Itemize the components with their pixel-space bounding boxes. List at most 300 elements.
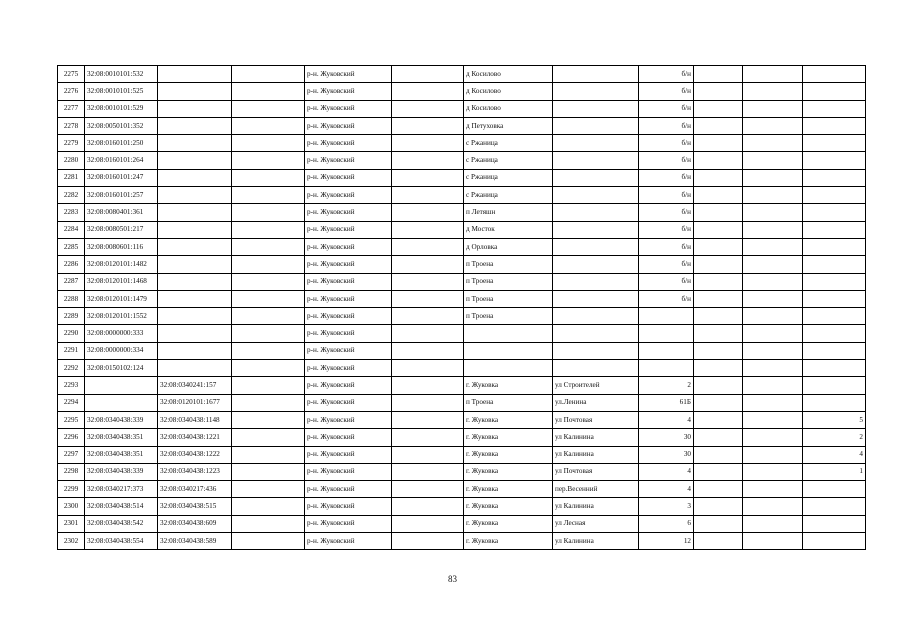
- cadastral-number-cell: 32:08:0340438:542: [85, 515, 158, 532]
- empty-cell: [232, 152, 305, 169]
- apartment-number-cell: [803, 221, 866, 238]
- locality-cell: [464, 360, 553, 377]
- empty-cell: [743, 360, 803, 377]
- table-row: [58, 377, 866, 394]
- empty-cell: [743, 446, 803, 463]
- locality-cell: г. Жуковка: [464, 481, 553, 498]
- cadastral-number-cell: 32:08:0010101:525: [85, 83, 158, 100]
- empty-cell: [694, 117, 743, 134]
- cadastral-number-cell: 32:08:0050101:352: [85, 117, 158, 134]
- apartment-number-cell: [803, 256, 866, 273]
- empty-cell: [694, 446, 743, 463]
- district-cell: р-н. Жуковский: [305, 238, 392, 255]
- table-row: [58, 169, 866, 186]
- cadastral-number-cell: [85, 377, 158, 394]
- object-cadastral-number-cell: [158, 169, 232, 186]
- house-number-cell: б/н: [639, 221, 694, 238]
- row-number-cell: 2301: [58, 515, 85, 532]
- district-cell: р-н. Жуковский: [305, 117, 392, 134]
- street-cell: [553, 256, 639, 273]
- locality-cell: д Косилово: [464, 66, 553, 83]
- cadastral-number-cell: 32:08:0340438:351: [85, 429, 158, 446]
- locality-cell: д Мосток: [464, 221, 553, 238]
- district-cell: р-н. Жуковский: [305, 377, 392, 394]
- empty-cell: [392, 273, 464, 290]
- apartment-number-cell: [803, 204, 866, 221]
- empty-cell: [392, 117, 464, 134]
- empty-cell: [694, 342, 743, 359]
- locality-cell: п Летяшн: [464, 204, 553, 221]
- table-row: [58, 360, 866, 377]
- register-table: [57, 65, 866, 550]
- locality-cell: п Троена: [464, 256, 553, 273]
- row-number-cell: 2299: [58, 481, 85, 498]
- district-cell: р-н. Жуковский: [305, 394, 392, 411]
- empty-cell: [392, 256, 464, 273]
- empty-cell: [694, 256, 743, 273]
- table-row: [58, 515, 866, 532]
- empty-cell: [694, 498, 743, 515]
- district-cell: р-н. Жуковский: [305, 66, 392, 83]
- table-row: [58, 533, 866, 550]
- street-cell: [553, 83, 639, 100]
- street-cell: [553, 204, 639, 221]
- cadastral-number-cell: 32:08:0160101:257: [85, 187, 158, 204]
- empty-cell: [232, 66, 305, 83]
- empty-cell: [743, 290, 803, 307]
- table-row: [58, 481, 866, 498]
- empty-cell: [743, 256, 803, 273]
- district-cell: р-н. Жуковский: [305, 308, 392, 325]
- apartment-number-cell: 1: [803, 463, 866, 480]
- object-cadastral-number-cell: [158, 238, 232, 255]
- locality-cell: г. Жуковка: [464, 498, 553, 515]
- object-cadastral-number-cell: [158, 204, 232, 221]
- cadastral-number-cell: 32:08:0080401:361: [85, 204, 158, 221]
- row-number-cell: 2287: [58, 273, 85, 290]
- cadastral-number-cell: 32:08:0160101:247: [85, 169, 158, 186]
- row-number-cell: 2290: [58, 325, 85, 342]
- house-number-cell: [639, 325, 694, 342]
- apartment-number-cell: [803, 238, 866, 255]
- apartment-number-cell: [803, 290, 866, 307]
- empty-cell: [694, 100, 743, 117]
- cadastral-number-cell: 32:08:0120101:1479: [85, 290, 158, 307]
- table-row: [58, 342, 866, 359]
- table-row: [58, 117, 866, 134]
- empty-cell: [743, 394, 803, 411]
- object-cadastral-number-cell: 32:08:0340217:436: [158, 481, 232, 498]
- house-number-cell: 2: [639, 377, 694, 394]
- row-number-cell: 2279: [58, 135, 85, 152]
- empty-cell: [392, 533, 464, 550]
- empty-cell: [232, 238, 305, 255]
- empty-cell: [392, 325, 464, 342]
- locality-cell: д Петуховка: [464, 117, 553, 134]
- empty-cell: [392, 394, 464, 411]
- house-number-cell: [639, 342, 694, 359]
- district-cell: р-н. Жуковский: [305, 360, 392, 377]
- district-cell: р-н. Жуковский: [305, 204, 392, 221]
- cadastral-number-cell: 32:08:0160101:264: [85, 152, 158, 169]
- empty-cell: [743, 481, 803, 498]
- empty-cell: [232, 533, 305, 550]
- locality-cell: г. Жуковка: [464, 463, 553, 480]
- locality-cell: д Орловка: [464, 238, 553, 255]
- row-number-cell: 2296: [58, 429, 85, 446]
- empty-cell: [232, 446, 305, 463]
- house-number-cell: б/н: [639, 187, 694, 204]
- apartment-number-cell: [803, 533, 866, 550]
- street-cell: ул Калинина: [553, 446, 639, 463]
- house-number-cell: б/н: [639, 117, 694, 134]
- house-number-cell: 61Б: [639, 394, 694, 411]
- empty-cell: [232, 429, 305, 446]
- register-table-body: [58, 66, 866, 550]
- object-cadastral-number-cell: [158, 290, 232, 307]
- street-cell: ул Строителей: [553, 377, 639, 394]
- cadastral-number-cell: 32:08:0340438:339: [85, 463, 158, 480]
- house-number-cell: б/н: [639, 256, 694, 273]
- street-cell: [553, 360, 639, 377]
- street-cell: ул Почтовая: [553, 463, 639, 480]
- apartment-number-cell: [803, 325, 866, 342]
- cadastral-number-cell: 32:08:0160101:250: [85, 135, 158, 152]
- table-row: [58, 238, 866, 255]
- row-number-cell: 2293: [58, 377, 85, 394]
- locality-cell: п Троена: [464, 290, 553, 307]
- apartment-number-cell: 5: [803, 411, 866, 428]
- row-number-cell: 2300: [58, 498, 85, 515]
- row-number-cell: 2292: [58, 360, 85, 377]
- empty-cell: [232, 100, 305, 117]
- apartment-number-cell: [803, 66, 866, 83]
- empty-cell: [392, 135, 464, 152]
- empty-cell: [743, 498, 803, 515]
- house-number-cell: б/н: [639, 100, 694, 117]
- street-cell: [553, 187, 639, 204]
- street-cell: [553, 152, 639, 169]
- apartment-number-cell: [803, 83, 866, 100]
- house-number-cell: б/н: [639, 83, 694, 100]
- empty-cell: [743, 377, 803, 394]
- cadastral-number-cell: 32:08:0120101:1552: [85, 308, 158, 325]
- apartment-number-cell: [803, 360, 866, 377]
- table-row: [58, 290, 866, 307]
- empty-cell: [392, 308, 464, 325]
- object-cadastral-number-cell: [158, 117, 232, 134]
- cadastral-number-cell: 32:08:0080501:217: [85, 221, 158, 238]
- empty-cell: [743, 463, 803, 480]
- apartment-number-cell: [803, 394, 866, 411]
- street-cell: ул Почтовая: [553, 411, 639, 428]
- empty-cell: [743, 117, 803, 134]
- empty-cell: [694, 221, 743, 238]
- street-cell: [553, 238, 639, 255]
- empty-cell: [392, 83, 464, 100]
- row-number-cell: 2297: [58, 446, 85, 463]
- empty-cell: [743, 135, 803, 152]
- street-cell: ул Лесная: [553, 515, 639, 532]
- cadastral-number-cell: 32:08:0120101:1482: [85, 256, 158, 273]
- row-number-cell: 2283: [58, 204, 85, 221]
- empty-cell: [694, 515, 743, 532]
- empty-cell: [232, 83, 305, 100]
- locality-cell: п Троена: [464, 308, 553, 325]
- street-cell: [553, 169, 639, 186]
- locality-cell: [464, 325, 553, 342]
- house-number-cell: 4: [639, 411, 694, 428]
- empty-cell: [392, 290, 464, 307]
- empty-cell: [392, 342, 464, 359]
- locality-cell: г. Жуковка: [464, 446, 553, 463]
- empty-cell: [232, 187, 305, 204]
- district-cell: р-н. Жуковский: [305, 256, 392, 273]
- empty-cell: [392, 446, 464, 463]
- district-cell: р-н. Жуковский: [305, 446, 392, 463]
- house-number-cell: б/н: [639, 169, 694, 186]
- object-cadastral-number-cell: 32:08:0340241:157: [158, 377, 232, 394]
- apartment-number-cell: [803, 498, 866, 515]
- empty-cell: [743, 83, 803, 100]
- cadastral-number-cell: 32:08:0340438:554: [85, 533, 158, 550]
- empty-cell: [392, 204, 464, 221]
- empty-cell: [743, 100, 803, 117]
- house-number-cell: б/н: [639, 238, 694, 255]
- table-row: [58, 83, 866, 100]
- empty-cell: [392, 429, 464, 446]
- district-cell: р-н. Жуковский: [305, 463, 392, 480]
- apartment-number-cell: [803, 169, 866, 186]
- street-cell: [553, 273, 639, 290]
- street-cell: [553, 117, 639, 134]
- house-number-cell: 30: [639, 446, 694, 463]
- empty-cell: [232, 481, 305, 498]
- empty-cell: [392, 411, 464, 428]
- empty-cell: [232, 273, 305, 290]
- street-cell: [553, 342, 639, 359]
- empty-cell: [694, 377, 743, 394]
- empty-cell: [743, 325, 803, 342]
- street-cell: [553, 308, 639, 325]
- street-cell: ул.Ленина: [553, 394, 639, 411]
- row-number-cell: 2289: [58, 308, 85, 325]
- empty-cell: [232, 256, 305, 273]
- district-cell: р-н. Жуковский: [305, 135, 392, 152]
- empty-cell: [232, 463, 305, 480]
- empty-cell: [694, 481, 743, 498]
- row-number-cell: 2276: [58, 83, 85, 100]
- apartment-number-cell: 4: [803, 446, 866, 463]
- district-cell: р-н. Жуковский: [305, 325, 392, 342]
- house-number-cell: [639, 360, 694, 377]
- locality-cell: г. Жуковка: [464, 515, 553, 532]
- empty-cell: [743, 187, 803, 204]
- empty-cell: [392, 152, 464, 169]
- empty-cell: [392, 360, 464, 377]
- house-number-cell: б/н: [639, 290, 694, 307]
- district-cell: р-н. Жуковский: [305, 83, 392, 100]
- apartment-number-cell: [803, 117, 866, 134]
- house-number-cell: 3: [639, 498, 694, 515]
- table-row: [58, 273, 866, 290]
- house-number-cell: б/н: [639, 135, 694, 152]
- apartment-number-cell: [803, 308, 866, 325]
- empty-cell: [232, 290, 305, 307]
- object-cadastral-number-cell: 32:08:0340438:1148: [158, 411, 232, 428]
- object-cadastral-number-cell: [158, 308, 232, 325]
- object-cadastral-number-cell: [158, 187, 232, 204]
- locality-cell: г. Жуковка: [464, 411, 553, 428]
- table-row: [58, 429, 866, 446]
- locality-cell: с Ржаница: [464, 152, 553, 169]
- table-row: [58, 411, 866, 428]
- empty-cell: [232, 117, 305, 134]
- empty-cell: [694, 66, 743, 83]
- object-cadastral-number-cell: [158, 152, 232, 169]
- district-cell: р-н. Жуковский: [305, 481, 392, 498]
- empty-cell: [743, 533, 803, 550]
- house-number-cell: 30: [639, 429, 694, 446]
- row-number-cell: 2277: [58, 100, 85, 117]
- street-cell: [553, 221, 639, 238]
- row-number-cell: 2295: [58, 411, 85, 428]
- apartment-number-cell: [803, 100, 866, 117]
- empty-cell: [694, 308, 743, 325]
- empty-cell: [743, 238, 803, 255]
- empty-cell: [743, 204, 803, 221]
- row-number-cell: 2291: [58, 342, 85, 359]
- locality-cell: г. Жуковка: [464, 377, 553, 394]
- empty-cell: [232, 360, 305, 377]
- street-cell: [553, 325, 639, 342]
- object-cadastral-number-cell: 32:08:0340438:1223: [158, 463, 232, 480]
- apartment-number-cell: [803, 187, 866, 204]
- table-row: [58, 394, 866, 411]
- empty-cell: [694, 411, 743, 428]
- empty-cell: [392, 66, 464, 83]
- empty-cell: [694, 169, 743, 186]
- empty-cell: [694, 83, 743, 100]
- district-cell: р-н. Жуковский: [305, 411, 392, 428]
- object-cadastral-number-cell: 32:08:0340438:515: [158, 498, 232, 515]
- empty-cell: [743, 411, 803, 428]
- house-number-cell: [639, 308, 694, 325]
- empty-cell: [232, 498, 305, 515]
- empty-cell: [232, 515, 305, 532]
- district-cell: р-н. Жуковский: [305, 498, 392, 515]
- object-cadastral-number-cell: 32:08:0340438:1222: [158, 446, 232, 463]
- locality-cell: с Ржаница: [464, 135, 553, 152]
- empty-cell: [392, 238, 464, 255]
- table-row: [58, 256, 866, 273]
- empty-cell: [392, 377, 464, 394]
- table-row: [58, 100, 866, 117]
- cadastral-number-cell: 32:08:0340217:373: [85, 481, 158, 498]
- locality-cell: с Ржаница: [464, 187, 553, 204]
- empty-cell: [392, 481, 464, 498]
- locality-cell: д Косилово: [464, 100, 553, 117]
- row-number-cell: 2275: [58, 66, 85, 83]
- row-number-cell: 2282: [58, 187, 85, 204]
- table-row: [58, 446, 866, 463]
- row-number-cell: 2298: [58, 463, 85, 480]
- cadastral-number-cell: 32:08:0010101:529: [85, 100, 158, 117]
- house-number-cell: б/н: [639, 66, 694, 83]
- street-cell: ул Калинина: [553, 533, 639, 550]
- table-row: [58, 325, 866, 342]
- table-row: [58, 135, 866, 152]
- object-cadastral-number-cell: [158, 100, 232, 117]
- object-cadastral-number-cell: [158, 325, 232, 342]
- empty-cell: [694, 394, 743, 411]
- table-row: [58, 152, 866, 169]
- district-cell: р-н. Жуковский: [305, 515, 392, 532]
- table-row: [58, 187, 866, 204]
- object-cadastral-number-cell: [158, 221, 232, 238]
- district-cell: р-н. Жуковский: [305, 342, 392, 359]
- empty-cell: [694, 152, 743, 169]
- object-cadastral-number-cell: [158, 273, 232, 290]
- empty-cell: [232, 169, 305, 186]
- page-number: 83: [448, 574, 457, 584]
- empty-cell: [392, 100, 464, 117]
- object-cadastral-number-cell: 32:08:0340438:589: [158, 533, 232, 550]
- empty-cell: [743, 169, 803, 186]
- cadastral-number-cell: 32:08:0010101:532: [85, 66, 158, 83]
- row-number-cell: 2294: [58, 394, 85, 411]
- empty-cell: [743, 221, 803, 238]
- object-cadastral-number-cell: 32:08:0120101:1677: [158, 394, 232, 411]
- row-number-cell: 2278: [58, 117, 85, 134]
- object-cadastral-number-cell: 32:08:0340438:1221: [158, 429, 232, 446]
- district-cell: р-н. Жуковский: [305, 533, 392, 550]
- empty-cell: [232, 308, 305, 325]
- empty-cell: [392, 169, 464, 186]
- row-number-cell: 2302: [58, 533, 85, 550]
- object-cadastral-number-cell: [158, 342, 232, 359]
- empty-cell: [392, 187, 464, 204]
- table-row: [58, 463, 866, 480]
- empty-cell: [232, 135, 305, 152]
- street-cell: [553, 135, 639, 152]
- locality-cell: п Троена: [464, 394, 553, 411]
- empty-cell: [694, 325, 743, 342]
- house-number-cell: 6: [639, 515, 694, 532]
- locality-cell: г. Жуковка: [464, 533, 553, 550]
- district-cell: р-н. Жуковский: [305, 429, 392, 446]
- object-cadastral-number-cell: [158, 360, 232, 377]
- cadastral-number-cell: 32:08:0120101:1468: [85, 273, 158, 290]
- district-cell: р-н. Жуковский: [305, 221, 392, 238]
- apartment-number-cell: [803, 377, 866, 394]
- row-number-cell: 2280: [58, 152, 85, 169]
- object-cadastral-number-cell: 32:08:0340438:609: [158, 515, 232, 532]
- cadastral-number-cell: 32:08:0340438:351: [85, 446, 158, 463]
- apartment-number-cell: [803, 515, 866, 532]
- empty-cell: [694, 273, 743, 290]
- district-cell: р-н. Жуковский: [305, 273, 392, 290]
- empty-cell: [743, 342, 803, 359]
- empty-cell: [694, 429, 743, 446]
- locality-cell: д Косилово: [464, 83, 553, 100]
- empty-cell: [392, 515, 464, 532]
- empty-cell: [232, 221, 305, 238]
- register-sheet: [57, 65, 866, 550]
- empty-cell: [392, 463, 464, 480]
- object-cadastral-number-cell: [158, 66, 232, 83]
- empty-cell: [232, 377, 305, 394]
